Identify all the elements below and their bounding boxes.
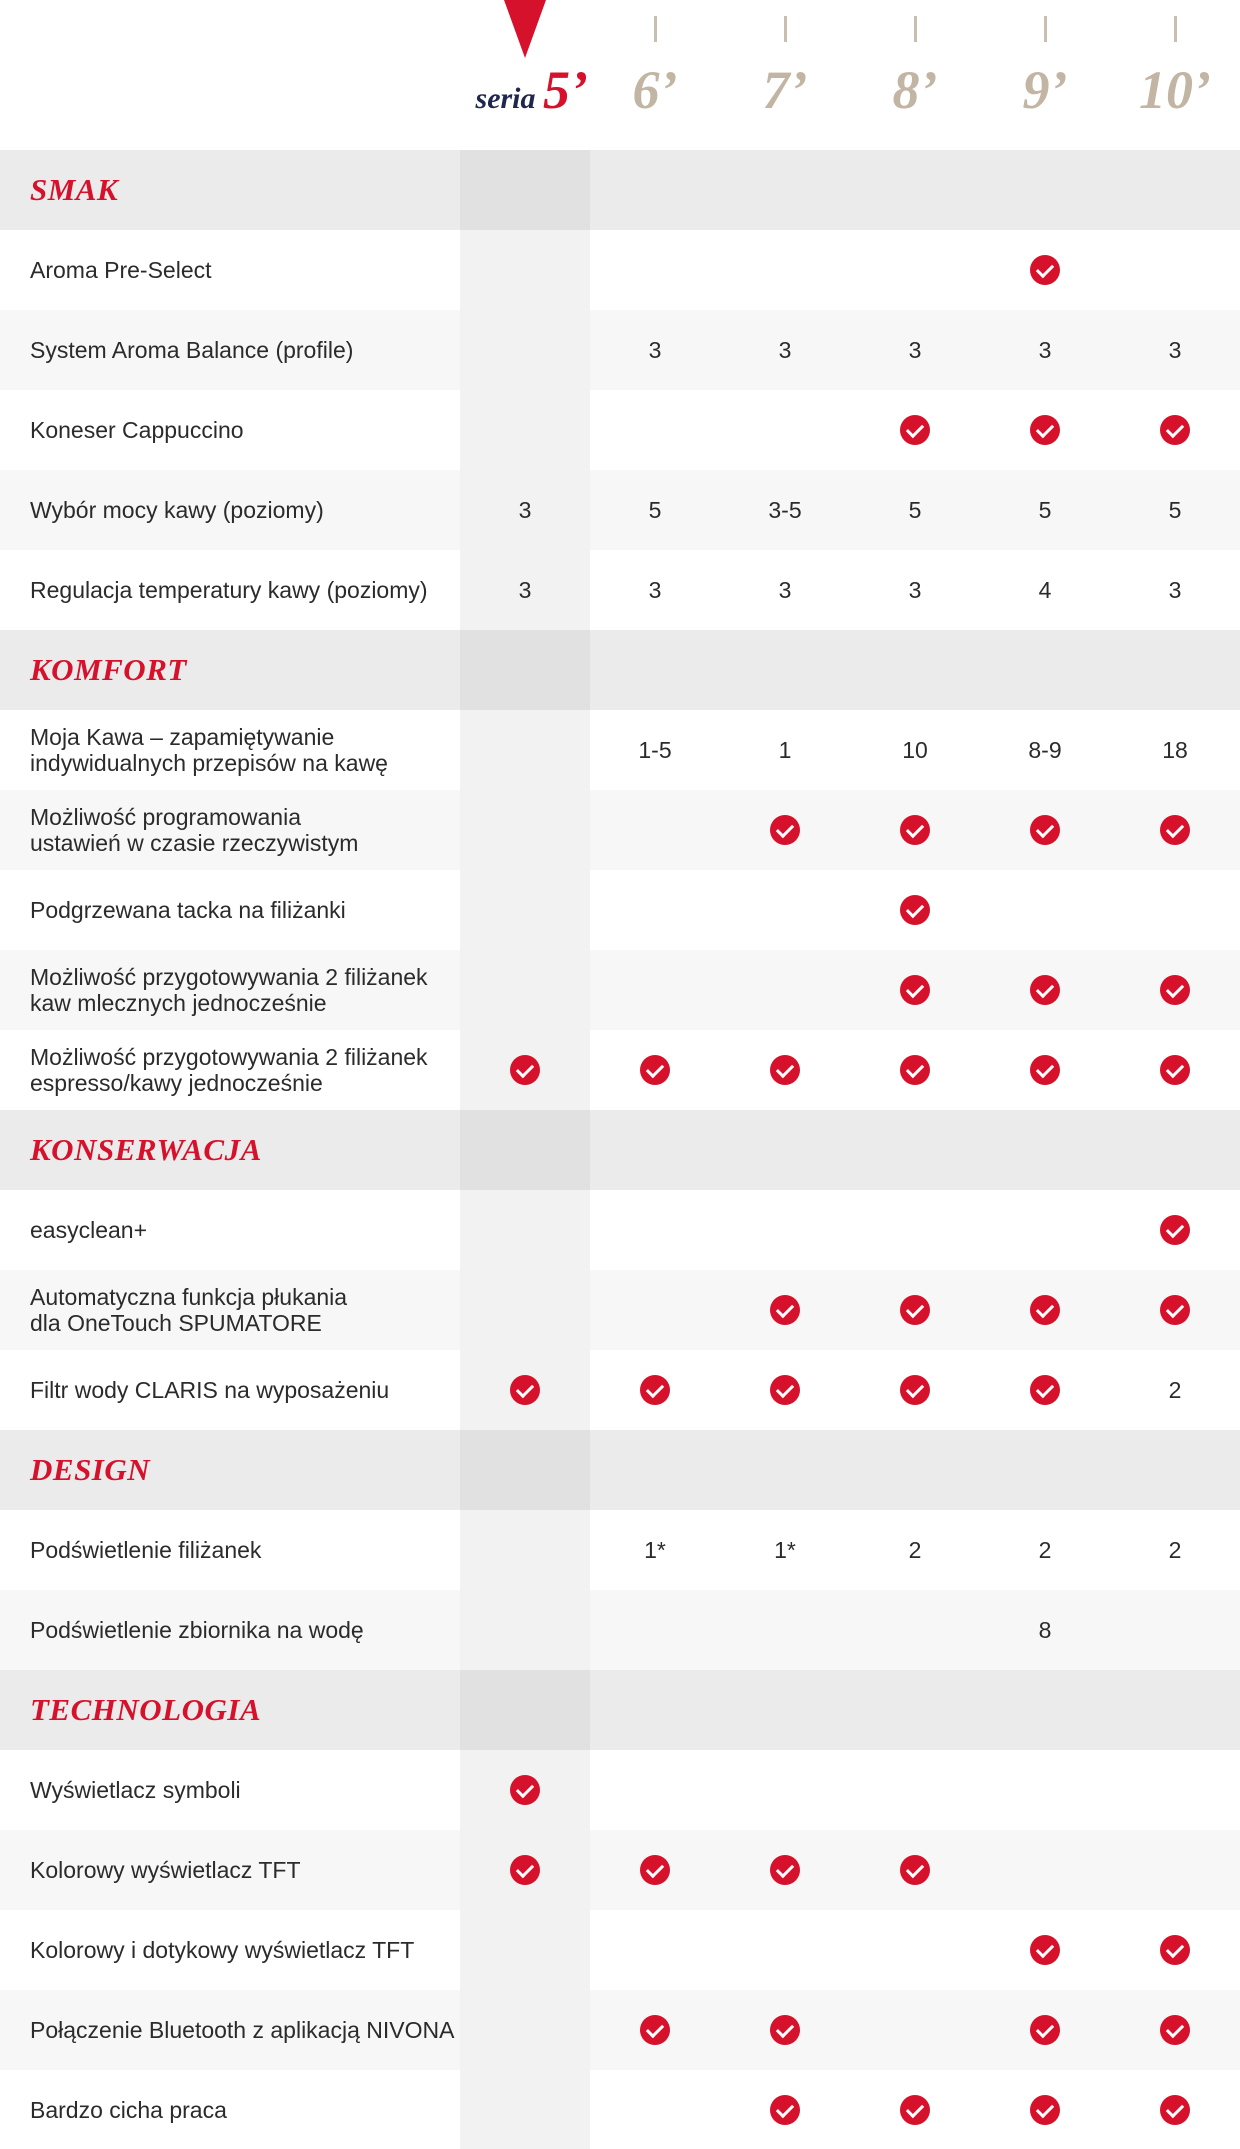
- value-cell: [720, 2070, 850, 2149]
- check-circle-icon: [510, 1775, 540, 1805]
- value-cell: [460, 950, 590, 1030]
- value-cell: 8-9: [1028, 736, 1062, 763]
- check-circle-icon: [1030, 2015, 1060, 2045]
- check-circle-icon: [1160, 1935, 1190, 1965]
- value-cell: [590, 390, 720, 470]
- value-cell: [460, 230, 590, 310]
- section-title: SMAK: [30, 172, 119, 207]
- feature-row: [0, 1830, 1240, 1910]
- feature-label: Kolorowy wyświetlacz TFT: [30, 1857, 301, 1883]
- feature-label: easyclean+: [30, 1217, 147, 1243]
- feature-label: Połączenie Bluetooth z aplikacją NIVONA: [30, 2017, 455, 2043]
- feature-row: [0, 550, 1240, 630]
- value-cell: 3: [1168, 576, 1182, 603]
- feature-row: [0, 2070, 1240, 2149]
- value-cell: 5: [1038, 496, 1052, 523]
- value-cell: 3: [518, 576, 532, 603]
- model-column-header: [980, 0, 1110, 150]
- value-cell: [850, 1990, 980, 2070]
- check-circle-icon: [770, 1055, 800, 1085]
- feature-row: [0, 470, 1240, 550]
- tick-mark: [784, 16, 787, 42]
- check-circle-icon: [900, 1375, 930, 1405]
- value-cell: [460, 1510, 590, 1590]
- value-cell: 3: [1168, 336, 1182, 363]
- value-cell: [590, 1830, 720, 1910]
- value-cell: 2: [908, 1536, 922, 1563]
- model-column-header: [590, 0, 720, 150]
- section-header-row: [0, 1110, 1240, 1190]
- value-cell: [1110, 230, 1240, 310]
- value-cell: [1110, 1750, 1240, 1830]
- highlight-column-cell: [460, 150, 590, 230]
- value-cell: [980, 390, 1110, 470]
- check-circle-icon: [1160, 1055, 1190, 1085]
- model-label: 7’: [762, 60, 808, 120]
- feature-row: [0, 1190, 1240, 1270]
- check-circle-icon: [640, 2015, 670, 2045]
- section-title: DESIGN: [30, 1452, 151, 1487]
- check-circle-icon: [640, 1375, 670, 1405]
- model-label: 6’: [632, 60, 678, 120]
- value-cell: [720, 1270, 850, 1350]
- value-cell: [460, 1590, 590, 1670]
- model-column-header: [1110, 0, 1240, 150]
- model-label: 10’: [1139, 60, 1211, 120]
- value-cell: [590, 1190, 720, 1270]
- value-cell: 5: [648, 496, 662, 523]
- value-cell: 3: [1038, 336, 1052, 363]
- value-cell: [980, 1910, 1110, 1990]
- check-circle-icon: [900, 1855, 930, 1885]
- feature-label: System Aroma Balance (profile): [30, 337, 354, 363]
- value-cell: [590, 230, 720, 310]
- value-cell: 2: [1168, 1536, 1182, 1563]
- value-cell: 3-5: [768, 496, 802, 523]
- value-cell: [980, 1030, 1110, 1110]
- check-circle-icon: [1030, 415, 1060, 445]
- feature-label: Możliwość przygotowywania 2 filiżanek kaw mlecznych jednocześnie: [30, 964, 428, 1016]
- value-cell: 2: [1038, 1536, 1052, 1563]
- value-cell: [460, 1030, 590, 1110]
- value-cell: 2: [1168, 1376, 1182, 1403]
- feature-row: [0, 1590, 1240, 1670]
- check-circle-icon: [1160, 975, 1190, 1005]
- value-cell: [1110, 1830, 1240, 1910]
- check-circle-icon: [1030, 1295, 1060, 1325]
- tick-mark: [1044, 16, 1047, 42]
- feature-label: Moja Kawa – zapamiętywanie indywidualnych przepisów na kawę: [30, 724, 388, 776]
- value-cell: [720, 1990, 850, 2070]
- value-cell: [850, 1190, 980, 1270]
- value-cell: [1110, 1030, 1240, 1110]
- feature-row: [0, 790, 1240, 870]
- feature-label: Wybór mocy kawy (poziomy): [30, 497, 324, 523]
- section-header-row: [0, 630, 1240, 710]
- value-cell: [980, 950, 1110, 1030]
- feature-row: [0, 950, 1240, 1030]
- value-cell: [720, 1830, 850, 1910]
- value-cell: 3: [778, 336, 792, 363]
- model-label: 8’: [892, 60, 938, 120]
- model-label: 9’: [1022, 60, 1068, 120]
- check-circle-icon: [640, 1055, 670, 1085]
- value-cell: [1110, 1990, 1240, 2070]
- check-circle-icon: [1160, 2015, 1190, 2045]
- value-cell: [460, 1190, 590, 1270]
- check-circle-icon: [770, 1855, 800, 1885]
- value-cell: [980, 1750, 1110, 1830]
- value-cell: [460, 1910, 590, 1990]
- check-circle-icon: [900, 975, 930, 1005]
- value-cell: [720, 1590, 850, 1670]
- feature-row: [0, 1350, 1240, 1430]
- tick-mark: [1174, 16, 1177, 42]
- check-circle-icon: [770, 815, 800, 845]
- value-cell: [850, 1350, 980, 1430]
- check-circle-icon: [900, 415, 930, 445]
- model-column-header: [720, 0, 850, 150]
- check-circle-icon: [1160, 815, 1190, 845]
- feature-label: Możliwość przygotowywania 2 filiżanek espresso/kawy jednocześnie: [30, 1044, 428, 1096]
- highlight-column-cell: [460, 1430, 590, 1510]
- value-cell: [980, 1990, 1110, 2070]
- section-title: KONSERWACJA: [30, 1132, 262, 1167]
- value-cell: [590, 1590, 720, 1670]
- value-cell: 3: [908, 576, 922, 603]
- feature-label: Możliwość programowania ustawień w czasie rzeczywistym: [30, 804, 359, 856]
- check-circle-icon: [510, 1055, 540, 1085]
- section-header-row: [0, 150, 1240, 230]
- value-cell: [590, 1750, 720, 1830]
- series-prefix: seria: [475, 82, 544, 115]
- feature-row: [0, 1030, 1240, 1110]
- highlight-column-cell: [460, 1110, 590, 1190]
- value-cell: [980, 2070, 1110, 2149]
- value-cell: [590, 1990, 720, 2070]
- value-cell: [590, 1270, 720, 1350]
- value-cell: [720, 230, 850, 310]
- feature-row: [0, 1270, 1240, 1350]
- highlight-column-cell: [460, 630, 590, 710]
- value-cell: [1110, 1190, 1240, 1270]
- model-column-header: [460, 0, 590, 150]
- check-circle-icon: [1030, 255, 1060, 285]
- tick-mark: [914, 16, 917, 42]
- value-cell: [850, 790, 980, 870]
- value-cell: 1-5: [638, 736, 672, 763]
- check-circle-icon: [900, 895, 930, 925]
- section-title: TECHNOLOGIA: [30, 1692, 262, 1727]
- value-cell: [460, 310, 590, 390]
- value-cell: [980, 230, 1110, 310]
- value-cell: [720, 1910, 850, 1990]
- section-header-row: [0, 1670, 1240, 1750]
- value-cell: 18: [1162, 736, 1188, 763]
- check-circle-icon: [900, 815, 930, 845]
- value-cell: [980, 870, 1110, 950]
- value-cell: [980, 1270, 1110, 1350]
- value-cell: [980, 790, 1110, 870]
- value-cell: 8: [1038, 1616, 1052, 1643]
- value-cell: [590, 950, 720, 1030]
- feature-row: [0, 870, 1240, 950]
- feature-row: [0, 710, 1240, 790]
- value-cell: 5: [908, 496, 922, 523]
- value-cell: [980, 1190, 1110, 1270]
- value-cell: [1110, 390, 1240, 470]
- check-circle-icon: [1030, 815, 1060, 845]
- check-circle-icon: [770, 1295, 800, 1325]
- value-cell: [850, 2070, 980, 2149]
- value-cell: [720, 870, 850, 950]
- value-cell: [1110, 870, 1240, 950]
- value-cell: 3: [648, 336, 662, 363]
- value-cell: 1*: [774, 1536, 796, 1563]
- model-column-header: [850, 0, 980, 150]
- section-header-row: [0, 1430, 1240, 1510]
- value-cell: [720, 1350, 850, 1430]
- value-cell: 3: [648, 576, 662, 603]
- model-label: [460, 60, 590, 134]
- feature-row: [0, 1510, 1240, 1590]
- highlight-column-cell: [460, 1670, 590, 1750]
- check-circle-icon: [1160, 2095, 1190, 2125]
- value-cell: [460, 790, 590, 870]
- feature-label: Kolorowy i dotykowy wyświetlacz TFT: [30, 1937, 415, 1963]
- feature-label: Podświetlenie zbiornika na wodę: [30, 1617, 364, 1643]
- feature-row: [0, 1750, 1240, 1830]
- value-cell: [590, 1030, 720, 1110]
- value-cell: [460, 1990, 590, 2070]
- feature-row: [0, 230, 1240, 310]
- value-cell: [460, 1750, 590, 1830]
- check-circle-icon: [1030, 1375, 1060, 1405]
- feature-row: [0, 390, 1240, 470]
- value-cell: [590, 1350, 720, 1430]
- triangle-down-icon: [504, 0, 546, 58]
- value-cell: [850, 230, 980, 310]
- value-cell: [850, 950, 980, 1030]
- feature-row: [0, 310, 1240, 390]
- feature-label: Podgrzewana tacka na filiżanki: [30, 897, 346, 923]
- check-circle-icon: [1030, 975, 1060, 1005]
- model-number: 5’: [543, 60, 588, 120]
- value-cell: [850, 1750, 980, 1830]
- value-cell: [720, 1750, 850, 1830]
- value-cell: [1110, 950, 1240, 1030]
- value-cell: 3: [518, 496, 532, 523]
- value-cell: [590, 1910, 720, 1990]
- value-cell: [720, 790, 850, 870]
- check-circle-icon: [1160, 1215, 1190, 1245]
- value-cell: [460, 2070, 590, 2149]
- check-circle-icon: [900, 2095, 930, 2125]
- value-cell: [1110, 790, 1240, 870]
- value-cell: [720, 390, 850, 470]
- check-circle-icon: [1030, 1055, 1060, 1085]
- check-circle-icon: [1160, 415, 1190, 445]
- value-cell: [720, 950, 850, 1030]
- check-circle-icon: [640, 1855, 670, 1885]
- value-cell: [590, 2070, 720, 2149]
- value-cell: [980, 1830, 1110, 1910]
- feature-label: Podświetlenie filiżanek: [30, 1537, 262, 1563]
- value-cell: 3: [778, 576, 792, 603]
- value-cell: [1110, 1270, 1240, 1350]
- feature-label: Automatyczna funkcja płukania dla OneTouch SPUMATORE: [30, 1284, 348, 1336]
- value-cell: [850, 1830, 980, 1910]
- value-cell: [850, 870, 980, 950]
- value-cell: [460, 390, 590, 470]
- value-cell: [980, 1350, 1110, 1430]
- feature-label: Wyświetlacz symboli: [30, 1777, 241, 1803]
- check-circle-icon: [770, 2095, 800, 2125]
- value-cell: [850, 1910, 980, 1990]
- value-cell: [460, 710, 590, 790]
- check-circle-icon: [770, 1375, 800, 1405]
- value-cell: [590, 790, 720, 870]
- value-cell: [720, 1190, 850, 1270]
- feature-label: Regulacja temperatury kawy (poziomy): [30, 577, 428, 603]
- value-cell: [720, 1030, 850, 1110]
- check-circle-icon: [900, 1295, 930, 1325]
- feature-row: [0, 1910, 1240, 1990]
- value-cell: 1: [778, 736, 792, 763]
- value-cell: [460, 870, 590, 950]
- feature-row: [0, 1990, 1240, 2070]
- check-circle-icon: [770, 2015, 800, 2045]
- value-cell: [590, 870, 720, 950]
- feature-label: Koneser Cappuccino: [30, 417, 244, 443]
- check-circle-icon: [900, 1055, 930, 1085]
- value-cell: 10: [902, 736, 928, 763]
- value-cell: [850, 1590, 980, 1670]
- model-header: [0, 0, 1240, 150]
- value-cell: [1110, 1590, 1240, 1670]
- feature-label: Aroma Pre-Select: [30, 257, 212, 283]
- value-cell: 3: [908, 336, 922, 363]
- section-title: KOMFORT: [30, 652, 187, 687]
- tick-mark: [654, 16, 657, 42]
- value-cell: 5: [1168, 496, 1182, 523]
- feature-label: Filtr wody CLARIS na wyposażeniu: [30, 1377, 390, 1403]
- check-circle-icon: [1030, 2095, 1060, 2125]
- value-cell: [850, 1270, 980, 1350]
- check-circle-icon: [1160, 1295, 1190, 1325]
- check-circle-icon: [510, 1375, 540, 1405]
- value-cell: [850, 1030, 980, 1110]
- value-cell: 4: [1038, 576, 1052, 603]
- check-circle-icon: [1030, 1935, 1060, 1965]
- value-cell: [1110, 1910, 1240, 1990]
- feature-label: Bardzo cicha praca: [30, 2097, 227, 2123]
- value-cell: [460, 1270, 590, 1350]
- value-cell: [1110, 2070, 1240, 2149]
- value-cell: [460, 1830, 590, 1910]
- value-cell: 1*: [644, 1536, 666, 1563]
- value-cell: [850, 390, 980, 470]
- value-cell: [460, 1350, 590, 1430]
- check-circle-icon: [510, 1855, 540, 1885]
